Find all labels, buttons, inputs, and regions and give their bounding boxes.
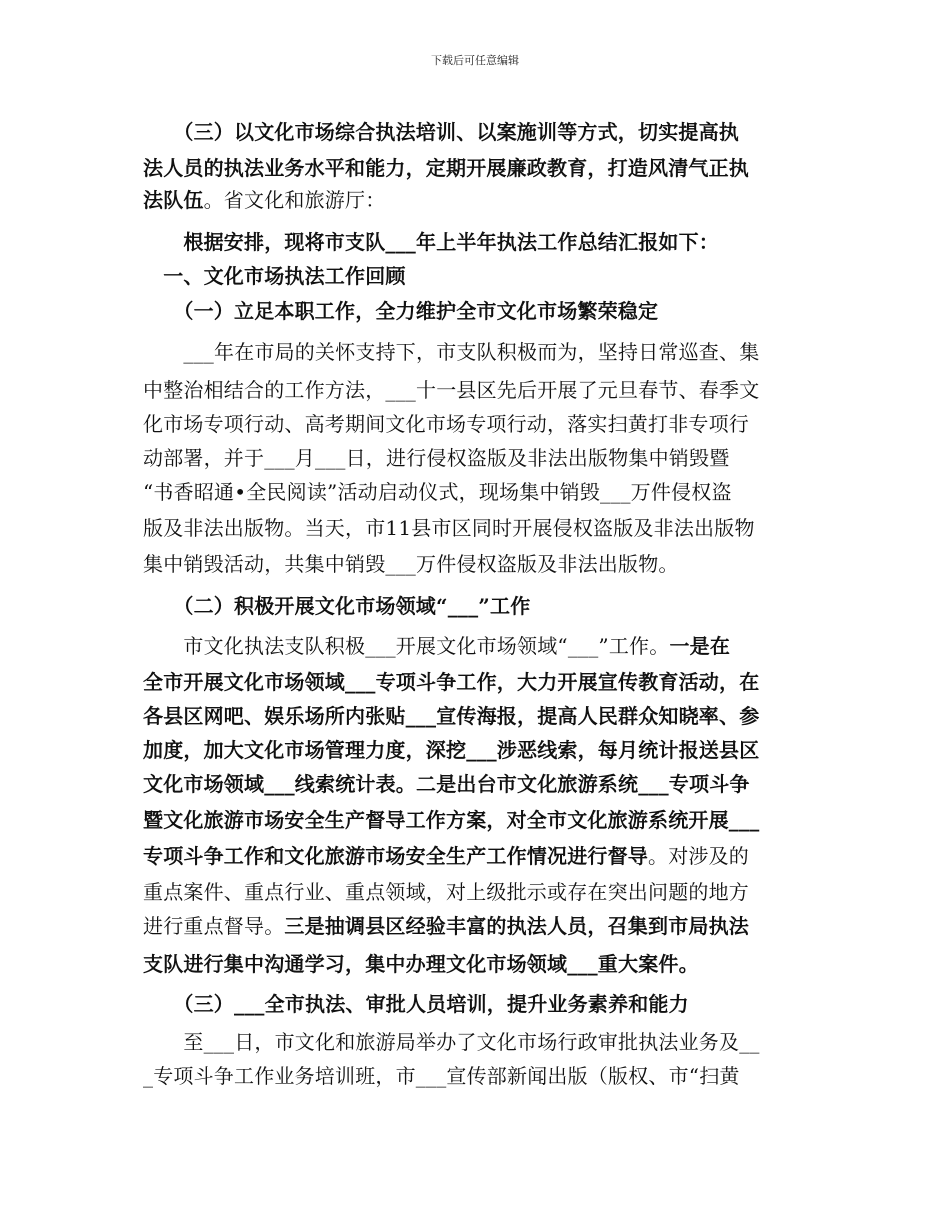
text-line: 各县区网吧、娱乐场所内张贴___宣传海报，提高人民群众知晓率、参	[143, 704, 760, 728]
text-line: 中整治相结合的工作方法，___十一县区先后开展了元旦春节、春季文	[143, 378, 760, 402]
text-span: 。省文化和旅游厅：	[203, 188, 386, 212]
text-line: （三）以文化市场综合执法培训、以案施训等方式，切实提高执	[143, 120, 739, 144]
text-span: 法队伍	[143, 188, 204, 212]
text-line: （一）立足本职工作，全力维护全市文化市场繁荣稳定	[143, 299, 659, 323]
text-line: 一、文化市场执法工作回顾	[143, 264, 406, 288]
text-span: 专项斗争工作和文化旅游市场安全生产工作情况进行督导	[143, 844, 648, 868]
text-line: （二）积极开展文化市场领域“___”工作	[143, 594, 531, 618]
text-line: 法人员的执法业务水平和能力，定期开展廉政教育，打造风清气正执	[143, 156, 749, 180]
text-line: 动部署，并于___月___日，进行侵权盗版及非法出版物集中销毁暨	[143, 446, 730, 470]
text-line	[143, 186, 811, 214]
text-span: 。对涉及的	[648, 844, 749, 868]
text-line: 根据安排，现将市支队___年上半年执法工作总结汇报如下：	[143, 230, 719, 254]
text-line: 支队进行集中沟通学习，集中办理文化市场领域___重大案件。	[143, 952, 699, 976]
text-line: 暨文化旅游市场安全生产督导工作方案，对全市文化旅游系统开展___	[143, 808, 760, 832]
text-line: （三）___全市执法、审批人员培训，提升业务素养和能力	[143, 992, 689, 1016]
text-span: 一是在	[669, 634, 731, 658]
text-line: 化市场专项行动、高考期间文化市场专项行动，落实扫黄打非专项行	[143, 412, 749, 436]
text-line: 版及非法出版物。当天，市11县市区同时开展侵权盗版及非法出版物	[143, 516, 755, 540]
text-line	[143, 632, 811, 660]
text-line: 至___日，市文化和旅游局举办了文化市场行政审批执法业务及__	[143, 1030, 760, 1054]
text-line: 文化市场领域___线索统计表。二是出台市文化旅游系统___专项斗争	[143, 772, 750, 796]
header-note: 下载后可任意编辑	[431, 54, 519, 67]
text-line	[143, 842, 811, 870]
text-line: “书香昭通•全民阅读”活动启动仪式，现场集中销毁___万件侵权盗	[143, 480, 732, 504]
text-line: 全市开展文化市场领域___专项斗争工作，大力开展宣传教育活动，在	[143, 670, 760, 694]
text-line: ___年在市局的关怀支持下，市支队积极而为，坚持日常巡查、集	[143, 340, 760, 364]
text-line: _专项斗争工作业务培训班，市___宣传部新闻出版（版权、市“扫黄	[143, 1064, 740, 1088]
text-line: 集中销毁活动，共集中销毁___万件侵权盗版及非法出版物。	[143, 552, 679, 576]
text-line	[143, 912, 811, 940]
text-line: 重点案件、重点行业、重点领域，对上级批示或存在突出问题的地方	[143, 880, 749, 904]
text-span: 进行重点督导。	[143, 914, 285, 938]
text-line: 加度，加大文化市场管理力度，深挖___涉恶线索，每月统计报送县区	[143, 738, 760, 762]
text-span: 三是抽调县区经验丰富的执法人员，召集到市局执法	[284, 914, 750, 938]
text-span: 市文化执法支队积极___开展文化市场领域“___”工作。	[143, 634, 670, 658]
